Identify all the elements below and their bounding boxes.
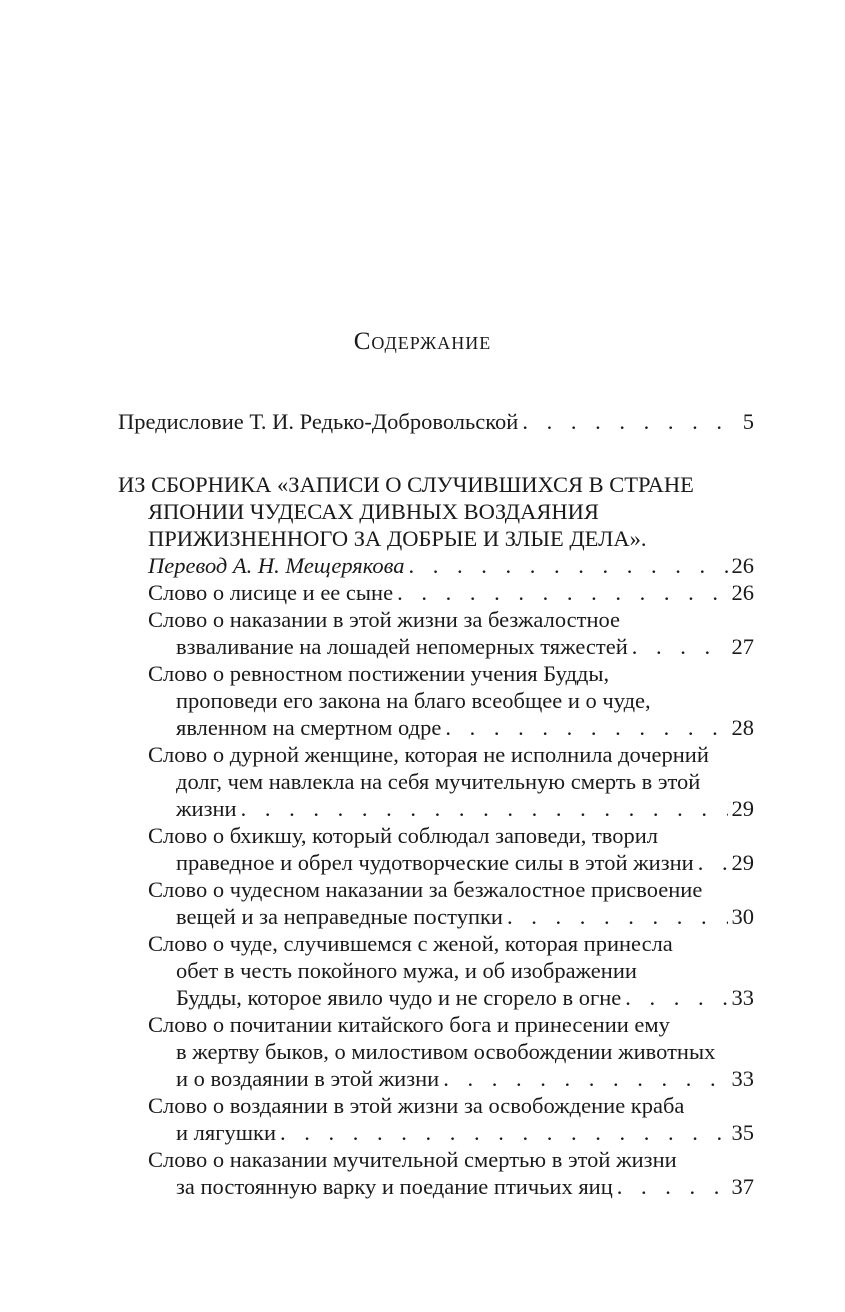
toc-entry[interactable] — [118, 1065, 754, 1092]
toc-entry-line[interactable]: Слово о дурной женщине, которая не исполнила дочерний — [148, 742, 709, 767]
toc-page-number: 33 — [731, 985, 754, 1010]
toc-entry-line[interactable]: Слово о бхикшу, который соблюдал заповеди, творил — [148, 823, 659, 848]
toc-page-number: 26 — [731, 553, 754, 578]
toc-entry-title: Будды, которое явило чудо и не сгорело в огне — [176, 985, 622, 1010]
toc-page-number: 5 — [742, 409, 754, 434]
toc-entry[interactable] — [118, 849, 754, 876]
toc-entry-line[interactable]: Слово о ревностном постижении учения Будды, — [148, 661, 610, 686]
toc-entry[interactable] — [118, 903, 754, 930]
toc-entry-title: явленном на смертном одре — [176, 715, 442, 740]
toc-entry-line[interactable]: Слово о наказании в этой жизни за безжалостное — [148, 607, 621, 632]
toc-page-number: 35 — [731, 1120, 754, 1145]
toc-entry-line[interactable]: Слово о чуде, случившемся с женой, которая принесла — [148, 931, 673, 956]
toc-entry-title: Слово о лисице и ее сыне — [148, 580, 394, 605]
dot-leader — [280, 1119, 727, 1146]
dot-leader — [397, 579, 727, 606]
toc-page-number: 30 — [731, 904, 754, 929]
dot-leader — [698, 849, 728, 876]
toc-entry-line[interactable]: Слово о почитании китайского бога и принесении ему — [148, 1012, 670, 1037]
page-title: Содержание — [353, 328, 492, 355]
dot-leader — [507, 903, 728, 930]
dot-leader — [409, 552, 728, 579]
dot-leader — [625, 984, 727, 1011]
toc-entry-title: и о воздаянии в этой жизни — [176, 1066, 440, 1091]
toc-entry-title: взваливание на лошадей непомерных тяжестей — [176, 634, 628, 659]
section-heading-line: ИЗ СБОРНИКА «ЗАПИСИ О СЛУЧИВШИХСЯ В СТРАНЕ — [118, 472, 694, 497]
toc-entry-line[interactable]: Слово о воздаянии в этой жизни за освобождение краба — [148, 1093, 685, 1118]
table-of-contents — [118, 408, 754, 1200]
dot-leader — [522, 408, 738, 435]
toc-entry[interactable] — [118, 714, 754, 741]
spacer — [118, 435, 754, 471]
toc-page-number: 27 — [731, 634, 754, 659]
toc-entry-title: и лягушки — [176, 1120, 277, 1145]
toc-entry-line[interactable]: Слово о чудесном наказании за безжалостное присвоение — [148, 877, 703, 902]
toc-entry-line[interactable]: долг, чем навлекла на себя мучительную смерть в этой — [176, 769, 701, 794]
toc-page-number: 33 — [731, 1066, 754, 1091]
toc-entry[interactable] — [118, 984, 754, 1011]
toc-page-number: 29 — [731, 796, 754, 821]
toc-entry-translator[interactable] — [118, 552, 754, 579]
toc-page-number: 37 — [731, 1174, 754, 1199]
toc-entry[interactable] — [118, 579, 754, 606]
dot-leader — [443, 1065, 727, 1092]
toc-entry-title: вещей и за неправедные поступки — [176, 904, 503, 929]
toc-entry-title: Предисловие Т. И. Редько-Добровольской — [118, 409, 519, 434]
toc-entry-line[interactable]: в жертву быков, о милостивом освобождении животных — [176, 1039, 716, 1064]
translator-credit: Перевод А. Н. Мещерякова — [148, 553, 405, 578]
toc-entry-line[interactable]: Слово о наказании мучительной смертью в этой жизни — [148, 1147, 677, 1172]
toc-entry[interactable] — [118, 1119, 754, 1146]
dot-leader — [617, 1173, 728, 1200]
toc-entry-title: за постоянную варку и поедание птичьих яиц — [176, 1174, 613, 1199]
toc-entry[interactable] — [118, 795, 754, 822]
dot-leader — [445, 714, 727, 741]
toc-page-number: 28 — [731, 715, 754, 740]
toc-entry[interactable] — [118, 1173, 754, 1200]
toc-entry[interactable] — [118, 633, 754, 660]
toc-entry-preface[interactable] — [118, 408, 754, 435]
toc-entry-title: жизни — [176, 796, 237, 821]
section-heading-line: ПРИЖИЗНЕННОГО ЗА ДОБРЫЕ И ЗЛЫЕ ДЕЛА». — [148, 526, 647, 551]
toc-entry-title: праведное и обрел чудотворческие силы в этой жизни — [176, 850, 694, 875]
toc-page-number: 26 — [731, 580, 754, 605]
dot-leader — [632, 633, 728, 660]
toc-page-number: 29 — [731, 850, 754, 875]
toc-entry-line[interactable]: обет в честь покойного мужа, и об изображении — [176, 958, 637, 983]
toc-entry-line[interactable]: проповеди его закона на благо всеобщее и о чуде, — [176, 688, 651, 713]
section-heading-line: ЯПОНИИ ЧУДЕСАХ ДИВНЫХ ВОЗДАЯНИЯ — [148, 499, 599, 524]
dot-leader — [241, 795, 728, 822]
